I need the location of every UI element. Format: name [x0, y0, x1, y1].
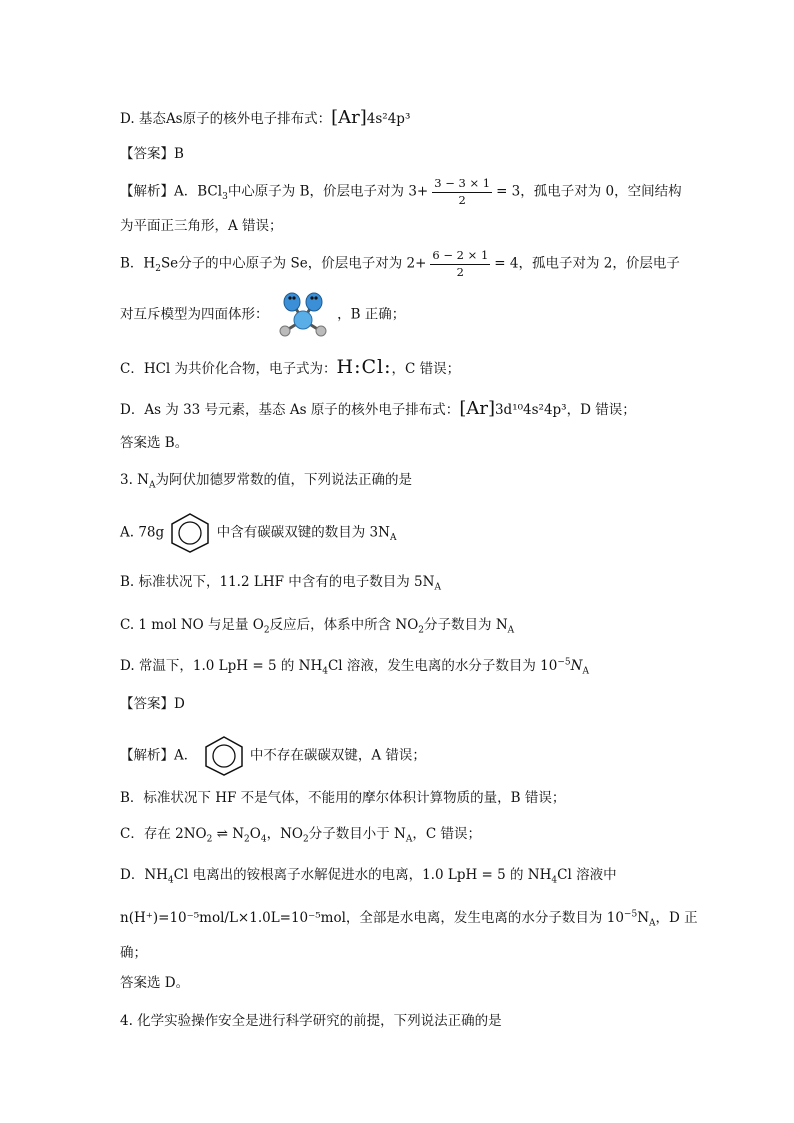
- text: N: [570, 658, 583, 674]
- benzene-ring-icon: [168, 512, 212, 554]
- text: C．存在 2NO: [120, 826, 207, 842]
- text: 2: [302, 834, 309, 845]
- answer-pick-d: 答案选 D。: [120, 975, 190, 991]
- text: = 3，孤电子对为 0，空间结构: [496, 183, 682, 200]
- text: 分子数目小于 N: [308, 826, 406, 842]
- question-3-option-d: [120, 657, 589, 677]
- text: 反应后，体系中所含 NO: [269, 617, 419, 633]
- text: ，D 正: [655, 910, 698, 926]
- text: A: [389, 533, 397, 544]
- analysis2-d-line3: 确；: [120, 945, 147, 961]
- text: N: [637, 910, 649, 926]
- text: 中不存在碳碳双键，A 错误；: [249, 747, 426, 764]
- text: [Ar]: [331, 107, 367, 128]
- text: 2: [206, 834, 213, 845]
- text: H: [143, 255, 156, 272]
- answer-pick-b: 答案选 B。: [120, 435, 189, 451]
- benzene-ring-icon: [202, 735, 246, 777]
- text: ，NO: [266, 826, 303, 842]
- text: 6 − 2 × 1: [430, 250, 490, 265]
- text: D. 常温下，1.0 LpH = 5 的 NH: [120, 658, 323, 674]
- text: Cl 溶液中: [557, 867, 617, 883]
- equilibrium-arrow: ⇌: [212, 826, 233, 842]
- text: 中含有碳碳双键的数目为 3N: [216, 524, 390, 541]
- analysis2-d-line: [120, 867, 617, 886]
- text: A: [507, 625, 515, 636]
- answer-label: 【答案】B: [120, 146, 184, 162]
- analysis-a-line: [120, 178, 682, 206]
- text: = 4，孤电子对为 2，价层电子: [494, 255, 680, 272]
- analysis2-d-line2: [120, 909, 698, 929]
- tetrahedral-molecule-icon: [273, 292, 333, 338]
- analysis2-c-line: [120, 826, 481, 845]
- text: −5: [623, 909, 638, 920]
- analysis-c-line: [120, 358, 460, 377]
- text: 2: [155, 264, 161, 275]
- text: D．As 为 33 号元素，基态 As 原子的核外电子排布式：: [120, 402, 460, 418]
- text: 分子的中心原子为 Se，价层电子对为 2+: [178, 255, 427, 272]
- question-3-stem: [120, 472, 412, 491]
- text: D．NH: [120, 867, 168, 883]
- text: B．: [120, 255, 144, 272]
- text: ，D 错误；: [566, 402, 636, 418]
- text: 2: [263, 625, 270, 636]
- text: 4: [551, 875, 558, 886]
- text: 3: [222, 192, 228, 203]
- text: D. 基态: [120, 111, 166, 127]
- text: O: [249, 826, 261, 842]
- question-3-option-b: [120, 574, 441, 593]
- analysis-b-line: [120, 250, 680, 278]
- answer-label: 【答案】D: [120, 696, 185, 712]
- question-3-option-c: [120, 617, 515, 636]
- text: Se: [160, 255, 179, 272]
- text: A: [148, 480, 156, 491]
- text: −5: [557, 657, 571, 668]
- text: 3d¹⁰4s²4p³: [494, 402, 567, 418]
- text: 【解析】A．BCl: [120, 183, 223, 200]
- text: Cl 电离出的铵根离子水解促进水的电离，1.0 LpH = 5 的 NH: [173, 867, 552, 883]
- text: C. 1 mol NO 与足量 O: [120, 617, 264, 633]
- text: 3 − 3 × 1: [432, 178, 492, 193]
- analysis-a-line2: 为平面正三角形，A 错误；: [120, 218, 283, 234]
- analysis-d-line: [120, 400, 636, 418]
- text: Cl 溶液，发生电离的水分子数目为 10: [327, 658, 558, 674]
- text: 2: [456, 264, 464, 279]
- fraction: [432, 178, 492, 206]
- fraction: [430, 250, 490, 278]
- text: N: [232, 826, 245, 842]
- text: A. 78g: [120, 524, 165, 541]
- text: ，B 正确；: [337, 306, 406, 323]
- option-d-line: [120, 109, 410, 127]
- text: 对互斥模型为四面体形：: [120, 306, 269, 323]
- text: ，C 错误；: [412, 826, 481, 842]
- electron-formula: H:Cl:: [336, 356, 392, 378]
- text: As: [165, 111, 183, 127]
- text: 2: [458, 192, 466, 207]
- text: B. 标准状况下，11.2 LHF 中含有的电子数目为 5N: [120, 574, 435, 590]
- text: 2: [244, 834, 250, 845]
- analysis2-b-line: B．标准状况下 HF 不是气体，不能用的摩尔体积计算物质的量，B 错误；: [120, 790, 566, 806]
- analysis-b-line2: [120, 292, 405, 338]
- text: [Ar]: [459, 398, 495, 419]
- text: A: [405, 834, 413, 845]
- text: 4: [322, 666, 328, 677]
- text: 原子的核外电子排布式：: [182, 111, 332, 127]
- text: n(H⁺)=10⁻⁵mol/L×1.0L=10⁻⁵mol，全部是水电离，发生电离的水分子数目为 10: [120, 910, 624, 926]
- text: A: [582, 666, 589, 677]
- text: A: [649, 918, 656, 929]
- text: 4: [167, 875, 174, 886]
- text: 4: [260, 834, 267, 845]
- text: 2: [418, 625, 425, 636]
- text: 中心原子为 B，价层电子对为 3+: [227, 183, 429, 200]
- text: 4s²4p³: [366, 111, 411, 127]
- text: 【解析】A．: [120, 747, 198, 764]
- text: 为阿伏加德罗常数的值，下列说法正确的是: [155, 472, 412, 488]
- text: C．HCl 为共价化合物，电子式为：: [120, 361, 337, 377]
- text: A: [434, 582, 441, 593]
- text: 分子数目为 N: [424, 617, 508, 633]
- question-4-stem: 4. 化学实验操作安全是进行科学研究的前提，下列说法正确的是: [120, 1013, 502, 1029]
- text: 3. N: [120, 472, 149, 488]
- text: ，C 错误；: [391, 361, 461, 377]
- question-3-option-a: [120, 512, 396, 554]
- analysis2-a-line: [120, 735, 426, 777]
